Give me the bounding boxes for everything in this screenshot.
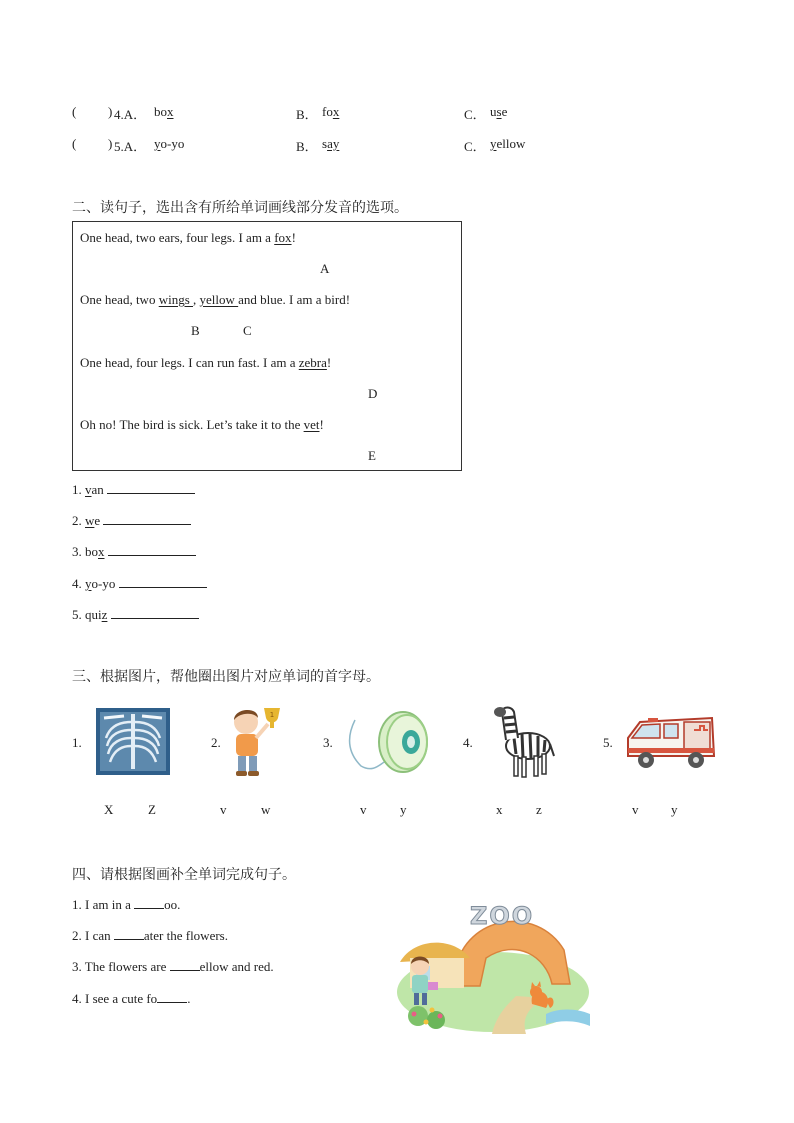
word-item-3: 3. box (72, 543, 196, 560)
zebra-icon (488, 702, 556, 780)
answer-paren-close: ) (108, 136, 113, 151)
option-c-label: C． (464, 107, 486, 122)
question-number: 4.A． (114, 107, 147, 122)
option-x-1[interactable]: X (104, 802, 114, 817)
section-4-title: 四、请根据图画补全单词完成句子。 (72, 867, 296, 883)
answer-blank[interactable] (111, 606, 199, 619)
option-v-3[interactable]: v (360, 802, 367, 817)
section-3-title: 三、根据图片，帮他圈出图片对应单词的首字母。 (72, 669, 380, 685)
section-2-title: 二、读句子，选出含有所给单词画线部分发音的选项。 (72, 200, 408, 216)
mark-e: E (368, 448, 376, 463)
picture-number-4: 4. (463, 735, 473, 750)
option-y-3[interactable]: y (400, 802, 407, 817)
answer-blank[interactable] (134, 896, 164, 909)
option-z-1[interactable]: Z (148, 802, 156, 817)
option-b-label: B． (296, 107, 318, 122)
winner-boy-icon (226, 702, 288, 778)
van-icon (624, 712, 716, 772)
word-item-2: 2. we (72, 512, 191, 529)
option-y-5[interactable]: y (671, 802, 678, 817)
sentence-box (72, 221, 462, 471)
word-item-1: 1. van (72, 481, 195, 498)
answer-blank[interactable] (170, 958, 200, 971)
option-v-5[interactable]: v (632, 802, 639, 817)
option-c: yellow (490, 136, 526, 151)
picture-number-5: 5. (603, 735, 613, 750)
question-number: 5.A． (114, 139, 147, 154)
sentence-2: One head, two wings , yellow and blue. I am a bird! (80, 292, 351, 307)
option-c-label: C． (464, 139, 486, 154)
svg-text:1: 1 (269, 711, 275, 719)
fill-sentence-2: 2. I can ater the flowers. (72, 928, 228, 943)
option-c: use (490, 104, 508, 119)
mark-c: C (243, 323, 252, 338)
answer-blank[interactable] (119, 575, 207, 588)
fill-sentence-4: 4. I see a cute fo . (72, 991, 191, 1006)
mark-d: D (368, 386, 378, 401)
mark-b: B (191, 323, 200, 338)
picture-number-1: 1. (72, 735, 82, 750)
fill-sentence-3: 3. The flowers are ellow and red. (72, 959, 274, 974)
option-x-4[interactable]: x (496, 802, 503, 817)
sentence-1: One head, two ears, four legs. I am a fox! (80, 230, 296, 245)
answer-paren-open: ( (72, 104, 77, 119)
answer-blank[interactable] (157, 990, 187, 1003)
option-z-4[interactable]: z (536, 802, 542, 817)
option-b: say (322, 136, 340, 151)
answer-blank[interactable] (108, 543, 196, 556)
answer-paren-open: ( (72, 136, 77, 151)
yo-yo-icon (345, 708, 433, 776)
answer-blank[interactable] (114, 927, 144, 940)
picture-number-3: 3. (323, 735, 333, 750)
word-item-5: 5. quiz (72, 606, 199, 623)
x-ray-icon (96, 708, 170, 775)
option-v-2[interactable]: v (220, 802, 227, 817)
word-item-4: 4. yo-yo (72, 575, 207, 592)
option-w-2[interactable]: w (261, 802, 271, 817)
option-a: box (154, 104, 174, 119)
picture-number-2: 2. (211, 735, 221, 750)
sentence-4: Oh no! The bird is sick. Let’s take it to the vet! (80, 417, 324, 432)
zoo-sign: ZOO (470, 902, 535, 930)
option-b: fox (322, 104, 340, 119)
option-b-label: B． (296, 139, 318, 154)
answer-blank[interactable] (107, 481, 195, 494)
option-a: yo-yo (154, 136, 185, 151)
answer-blank[interactable] (103, 512, 191, 525)
sentence-3: One head, four legs. I can run fast. I am a zebra! (80, 355, 332, 370)
fill-sentence-1: 1. I am in a oo. (72, 897, 181, 912)
mark-a: A (320, 261, 330, 276)
answer-paren-close: ) (108, 104, 113, 119)
